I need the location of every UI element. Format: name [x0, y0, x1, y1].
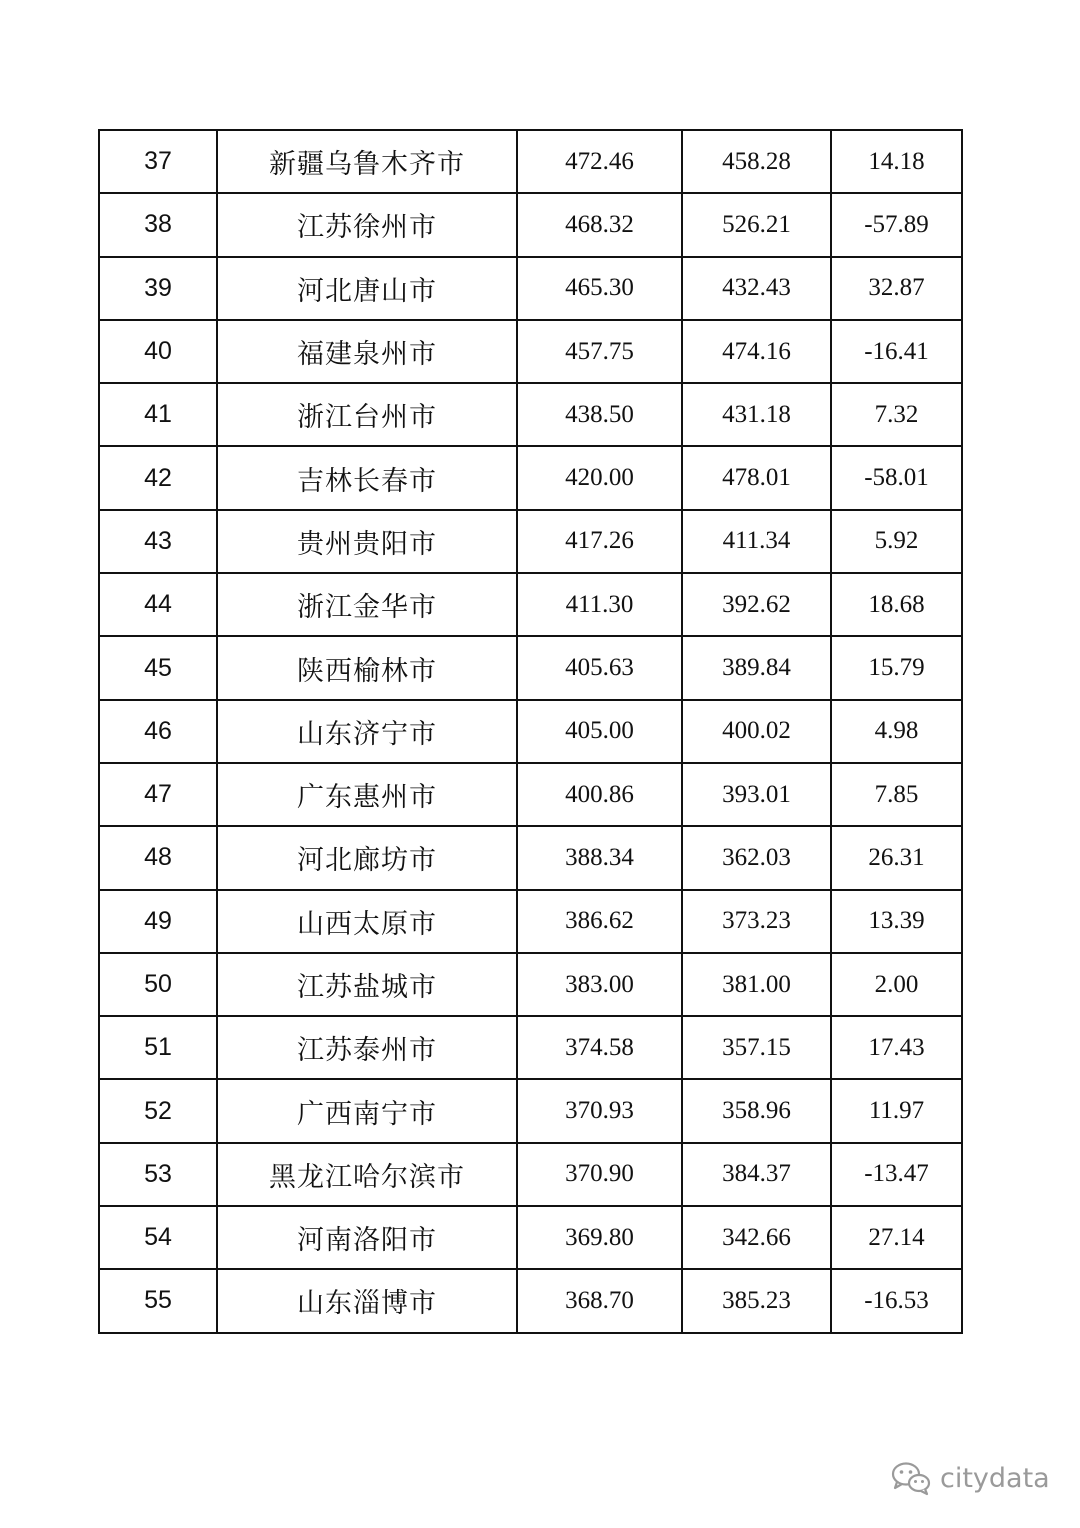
value-cell: 369.80	[517, 1206, 682, 1269]
value-cell: 386.62	[517, 890, 682, 953]
diff-cell: 15.79	[831, 636, 962, 699]
table-row	[99, 383, 962, 446]
rank-cell: 50	[99, 953, 217, 1016]
value-cell: 358.96	[682, 1079, 831, 1142]
value-cell: 405.00	[517, 700, 682, 763]
city-cell: 江苏泰州市	[217, 1016, 517, 1079]
city-cell: 贵州贵阳市	[217, 510, 517, 573]
value-cell: 465.30	[517, 257, 682, 320]
table-row	[99, 1269, 962, 1332]
value-cell: 392.62	[682, 573, 831, 636]
rank-cell: 55	[99, 1269, 217, 1332]
value-cell: 405.63	[517, 636, 682, 699]
value-cell: 417.26	[517, 510, 682, 573]
rank-cell: 46	[99, 700, 217, 763]
rank-cell: 41	[99, 383, 217, 446]
wechat-icon	[890, 1460, 932, 1496]
value-cell: 457.75	[517, 320, 682, 383]
rank-cell: 39	[99, 257, 217, 320]
table-row	[99, 130, 962, 193]
city-cell: 陕西榆林市	[217, 636, 517, 699]
diff-cell: 2.00	[831, 953, 962, 1016]
value-cell: 411.34	[682, 510, 831, 573]
value-cell: 373.23	[682, 890, 831, 953]
city-cell: 广西南宁市	[217, 1079, 517, 1142]
diff-cell: -58.01	[831, 446, 962, 509]
table-body	[99, 130, 962, 1333]
value-cell: 472.46	[517, 130, 682, 193]
table-row	[99, 1143, 962, 1206]
rank-cell: 43	[99, 510, 217, 573]
city-cell: 江苏徐州市	[217, 193, 517, 256]
value-cell: 431.18	[682, 383, 831, 446]
rank-cell: 49	[99, 890, 217, 953]
table-row	[99, 1206, 962, 1269]
value-cell: 357.15	[682, 1016, 831, 1079]
diff-cell: 11.97	[831, 1079, 962, 1142]
diff-cell: 13.39	[831, 890, 962, 953]
diff-cell: 5.92	[831, 510, 962, 573]
value-cell: 388.34	[517, 826, 682, 889]
value-cell: 420.00	[517, 446, 682, 509]
table-row	[99, 763, 962, 826]
city-cell: 广东惠州市	[217, 763, 517, 826]
city-cell: 浙江金华市	[217, 573, 517, 636]
table-row	[99, 636, 962, 699]
city-cell: 浙江台州市	[217, 383, 517, 446]
diff-cell: -13.47	[831, 1143, 962, 1206]
table-row	[99, 257, 962, 320]
rank-cell: 54	[99, 1206, 217, 1269]
diff-cell: 4.98	[831, 700, 962, 763]
value-cell: 458.28	[682, 130, 831, 193]
diff-cell: 32.87	[831, 257, 962, 320]
value-cell: 368.70	[517, 1269, 682, 1332]
value-cell: 468.32	[517, 193, 682, 256]
rank-cell: 44	[99, 573, 217, 636]
value-cell: 393.01	[682, 763, 831, 826]
value-cell: 383.00	[517, 953, 682, 1016]
diff-cell: 14.18	[831, 130, 962, 193]
table-row	[99, 573, 962, 636]
city-cell: 黑龙江哈尔滨市	[217, 1143, 517, 1206]
rank-cell: 38	[99, 193, 217, 256]
value-cell: 474.16	[682, 320, 831, 383]
value-cell: 362.03	[682, 826, 831, 889]
city-cell: 山西太原市	[217, 890, 517, 953]
table-row	[99, 826, 962, 889]
value-cell: 400.02	[682, 700, 831, 763]
value-cell: 374.58	[517, 1016, 682, 1079]
table-row	[99, 320, 962, 383]
table-row	[99, 510, 962, 573]
watermark-text: citydata	[940, 1462, 1050, 1494]
value-cell: 389.84	[682, 636, 831, 699]
city-cell: 福建泉州市	[217, 320, 517, 383]
value-cell: 411.30	[517, 573, 682, 636]
diff-cell: 18.68	[831, 573, 962, 636]
table-row	[99, 193, 962, 256]
value-cell: 370.90	[517, 1143, 682, 1206]
value-cell: 385.23	[682, 1269, 831, 1332]
value-cell: 438.50	[517, 383, 682, 446]
city-data-table	[98, 129, 963, 1334]
city-cell: 河北唐山市	[217, 257, 517, 320]
table-row	[99, 890, 962, 953]
table-row	[99, 1079, 962, 1142]
diff-cell: -16.41	[831, 320, 962, 383]
watermark	[890, 1458, 1050, 1498]
rank-cell: 52	[99, 1079, 217, 1142]
diff-cell: -57.89	[831, 193, 962, 256]
rank-cell: 53	[99, 1143, 217, 1206]
rank-cell: 42	[99, 446, 217, 509]
value-cell: 478.01	[682, 446, 831, 509]
value-cell: 526.21	[682, 193, 831, 256]
diff-cell: 26.31	[831, 826, 962, 889]
value-cell: 432.43	[682, 257, 831, 320]
city-cell: 江苏盐城市	[217, 953, 517, 1016]
diff-cell: 7.85	[831, 763, 962, 826]
city-cell: 山东济宁市	[217, 700, 517, 763]
city-cell: 吉林长春市	[217, 446, 517, 509]
rank-cell: 48	[99, 826, 217, 889]
city-cell: 新疆乌鲁木齐市	[217, 130, 517, 193]
value-cell: 384.37	[682, 1143, 831, 1206]
value-cell: 400.86	[517, 763, 682, 826]
rank-cell: 40	[99, 320, 217, 383]
value-cell: 342.66	[682, 1206, 831, 1269]
diff-cell: 27.14	[831, 1206, 962, 1269]
rank-cell: 47	[99, 763, 217, 826]
city-cell: 山东淄博市	[217, 1269, 517, 1332]
rank-cell: 51	[99, 1016, 217, 1079]
city-cell: 河北廊坊市	[217, 826, 517, 889]
rank-cell: 37	[99, 130, 217, 193]
table-row	[99, 446, 962, 509]
diff-cell: 17.43	[831, 1016, 962, 1079]
city-cell: 河南洛阳市	[217, 1206, 517, 1269]
diff-cell: 7.32	[831, 383, 962, 446]
value-cell: 381.00	[682, 953, 831, 1016]
rank-cell: 45	[99, 636, 217, 699]
table-row	[99, 700, 962, 763]
value-cell: 370.93	[517, 1079, 682, 1142]
diff-cell: -16.53	[831, 1269, 962, 1332]
table-row	[99, 953, 962, 1016]
table-row	[99, 1016, 962, 1079]
